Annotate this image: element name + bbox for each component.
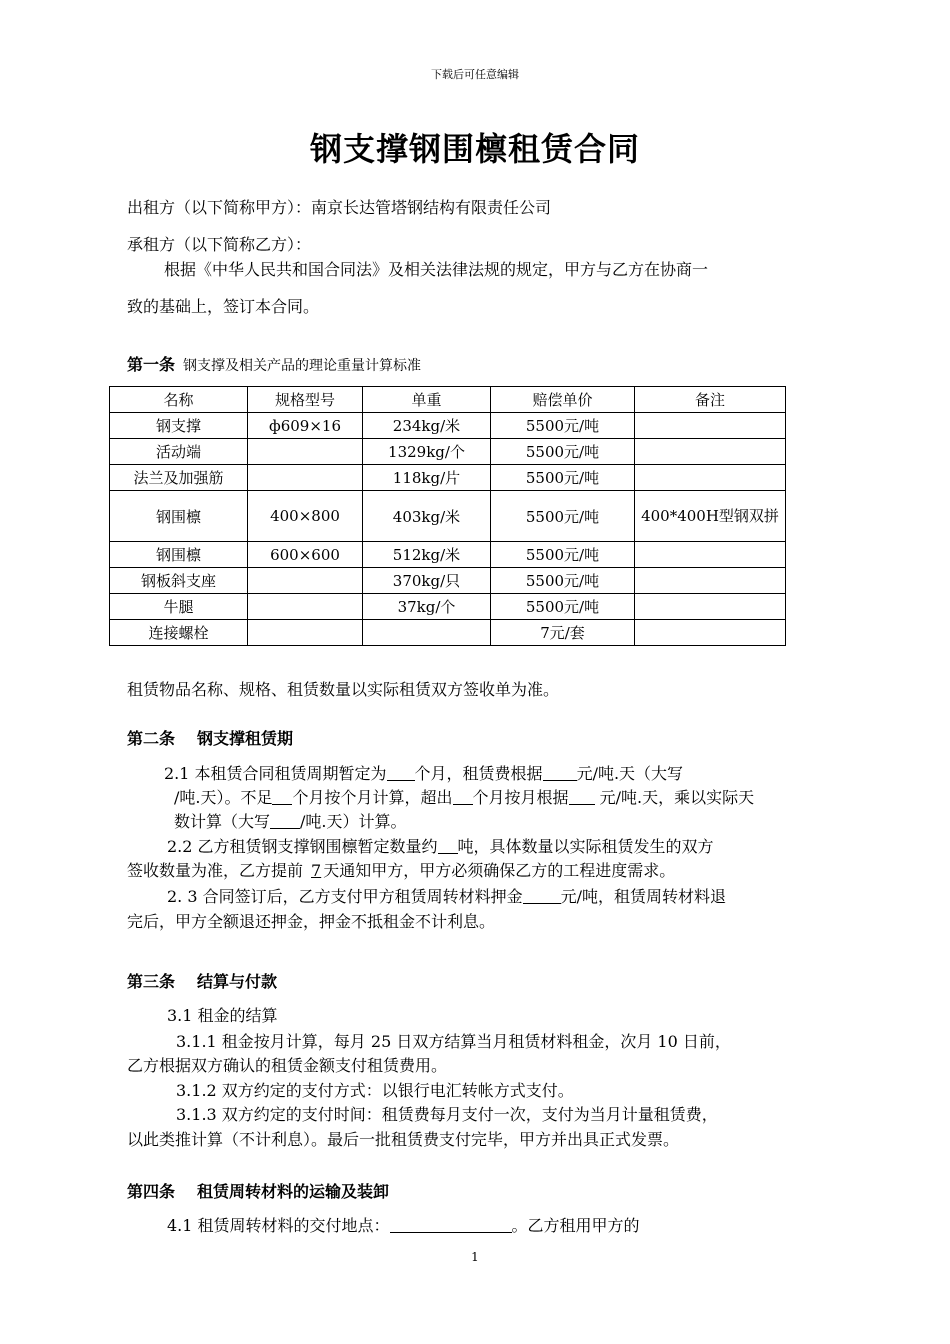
clause-2-1-text-d: /吨.天）。不足: [174, 788, 273, 807]
article-3-label: 第三条: [127, 972, 176, 991]
article-4-title: 租赁周转材料的运输及装卸: [197, 1182, 390, 1201]
cell-price: 5500元/吨: [491, 491, 635, 542]
clause-2-2-line-1: [167, 835, 824, 859]
article-4-label: 第四条: [127, 1182, 176, 1201]
cell-remarks: 400*400H型钢双拼: [635, 491, 786, 542]
clause-2-3-text-a: 2. 3 合同签订后，乙方支付甲方租赁周转材料押金: [167, 887, 523, 906]
header-unit-weight: 单重: [363, 387, 491, 413]
clause-3-1-1-line-2: 乙方根据双方确认的租赁金额支付租赁费用。: [127, 1056, 448, 1075]
cell-price: 5500元/吨: [491, 568, 635, 594]
clause-2-3-line-1: [167, 885, 824, 909]
cell-price: 5500元/吨: [491, 542, 635, 568]
cell-remarks: [635, 413, 786, 439]
table-row: [110, 568, 786, 594]
clause-2-2-text-d: 天通知甲方，甲方必须确保乙方的工程进度需求。: [323, 861, 676, 880]
cell-unit-weight: 512kg/米: [363, 542, 491, 568]
blank-short-months: [272, 788, 292, 805]
lessor-line: 出租方（以下简称甲方）：南京长达管塔钢结构有限责任公司: [127, 198, 552, 217]
table-header-row: [110, 387, 786, 413]
cell-spec: ф609×16: [248, 413, 363, 439]
clause-2-2-line-2: [127, 859, 824, 883]
cell-spec: [248, 568, 363, 594]
header-compensation-price: 赔偿单价: [491, 387, 635, 413]
blank-rent-rate: [543, 764, 577, 781]
document-title: 钢支撑钢围檩租赁合同: [309, 130, 640, 168]
clause-2-1-text-b: 个月，租赁费根据: [414, 764, 543, 783]
clause-4-1-text-a: 4.1 租赁周转材料的交付地点：: [167, 1216, 390, 1235]
blank-deposit: [523, 887, 561, 904]
blank-over-months: [453, 788, 473, 805]
table-row: [110, 620, 786, 646]
table-row: [110, 594, 786, 620]
cell-price: 5500元/吨: [491, 413, 635, 439]
table-row: [110, 491, 786, 542]
blank-quantity: [438, 837, 458, 854]
header-name: 名称: [110, 387, 248, 413]
table-row: [110, 413, 786, 439]
cell-price: 5500元/吨: [491, 439, 635, 465]
clause-3-1: 3.1 租金的结算: [167, 1006, 278, 1025]
article-1-title: 钢支撑及相关产品的理论重量计算标准: [183, 358, 422, 374]
cell-unit-weight: 370kg/只: [363, 568, 491, 594]
clause-2-2-text-b: 吨，具体数量以实际租赁发生的双方: [457, 837, 714, 856]
cell-unit-weight: 403kg/米: [363, 491, 491, 542]
cell-unit-weight: 37kg/个: [363, 594, 491, 620]
cell-remarks: [635, 542, 786, 568]
lessee-line: 承租方（以下简称乙方）：: [127, 235, 312, 254]
page-number: 1: [471, 1250, 479, 1264]
blank-uppercase-rate: [270, 812, 300, 829]
clause-2-1-text-a: 2.1 本租赁合同租赁周期暂定为: [164, 764, 387, 783]
cell-unit-weight: [363, 620, 491, 646]
clause-2-2-text-c: 签收数量为准，乙方提前: [127, 861, 304, 880]
cell-name: 牛腿: [110, 594, 248, 620]
clause-3-1-3-line-2: 以此类推计算（不计利息）。最后一批租赁费支付完毕，甲方并出具正式发票。: [127, 1130, 680, 1149]
cell-name: 法兰及加强筋: [110, 465, 248, 491]
table-row: [110, 439, 786, 465]
clause-2-1-text-g: 元/吨.天，乘以实际天: [594, 788, 755, 807]
header-remarks: 备注: [635, 387, 786, 413]
clause-2-3-line-2: 完后，甲方全额退还押金，押金不抵租金不计利息。: [127, 912, 496, 931]
cell-price: 7元/套: [491, 620, 635, 646]
article-3-heading: [127, 970, 824, 994]
clause-2-1-text-h: 数计算（大写: [174, 812, 271, 831]
cell-remarks: [635, 568, 786, 594]
article-1-heading: [127, 353, 824, 378]
cell-price: 5500元/吨: [491, 465, 635, 491]
notice-days: 7: [311, 861, 322, 880]
clause-2-1-line-2: [174, 786, 824, 810]
clause-4-1-text-b: 。乙方租用甲方的: [511, 1216, 640, 1235]
weight-standard-table: [109, 386, 786, 646]
clause-2-1-text-f: 个月按月根据: [472, 788, 569, 807]
article-2-label: 第二条: [127, 729, 176, 748]
clause-3-1-1-line-1: 3.1.1 租金按月计算，每月 25 日双方结算当月租赁材料租金，次月 10 日前，: [176, 1032, 731, 1051]
table-row: [110, 465, 786, 491]
cell-name: 钢围檩: [110, 542, 248, 568]
clause-2-1-text-i: /吨.天）计算。: [300, 812, 407, 831]
clause-3-1-3-line-1: 3.1.3 双方约定的支付时间：租赁费每月支付一次，支付为当月计量租赁费，: [176, 1105, 718, 1124]
clause-3-1-2: 3.1.2 双方约定的支付方式：以银行电汇转帐方式支付。: [176, 1081, 574, 1100]
article-3-title: 结算与付款: [197, 972, 278, 991]
intro-line-2: 致的基础上，签订本合同。: [127, 297, 320, 316]
blank-over-rate: [569, 788, 595, 805]
cell-remarks: [635, 620, 786, 646]
clause-2-2-text-a: 2.2 乙方租赁钢支撑钢围檩暂定数量约: [167, 837, 438, 856]
clause-4-1: [167, 1214, 824, 1238]
cell-price: 5500元/吨: [491, 594, 635, 620]
cell-spec: 400×800: [248, 491, 363, 542]
cell-name: 钢板斜支座: [110, 568, 248, 594]
cell-unit-weight: 118kg/片: [363, 465, 491, 491]
article-2-heading: [127, 727, 824, 751]
cell-name: 连接螺栓: [110, 620, 248, 646]
blank-delivery-location: [390, 1216, 512, 1233]
after-table-note: 租赁物品名称、规格、租赁数量以实际租赁双方签收单为准。: [127, 680, 560, 699]
cell-spec: [248, 465, 363, 491]
intro-line-1: 根据《中华人民共和国合同法》及相关法律法规的规定，甲方与乙方在协商一: [164, 260, 709, 279]
cell-spec: [248, 439, 363, 465]
article-4-heading: [127, 1180, 824, 1204]
cell-unit-weight: 1329kg/个: [363, 439, 491, 465]
clause-2-1-text-e: 个月按个月计算，超出: [292, 788, 453, 807]
cell-name: 活动端: [110, 439, 248, 465]
cell-remarks: [635, 439, 786, 465]
cell-spec: [248, 594, 363, 620]
cell-spec: [248, 620, 363, 646]
cell-remarks: [635, 594, 786, 620]
header-spec: 规格型号: [248, 387, 363, 413]
clause-2-1-line-3: [174, 810, 824, 834]
clause-2-3-text-b: 元/吨，租赁周转材料退: [560, 887, 727, 906]
blank-lease-months: [387, 764, 415, 781]
article-1-label: 第一条: [127, 355, 176, 374]
table-row: [110, 542, 786, 568]
cell-name: 钢支撑: [110, 413, 248, 439]
page-header: 下载后可任意编辑: [431, 68, 519, 81]
cell-remarks: [635, 465, 786, 491]
article-2-title: 钢支撑租赁期: [197, 729, 294, 748]
clause-2-1-text-c: 元/吨.天（大写: [576, 764, 684, 783]
cell-unit-weight: 234kg/米: [363, 413, 491, 439]
cell-name: 钢围檩: [110, 491, 248, 542]
clause-2-1-line-1: [164, 762, 824, 786]
cell-spec: 600×600: [248, 542, 363, 568]
